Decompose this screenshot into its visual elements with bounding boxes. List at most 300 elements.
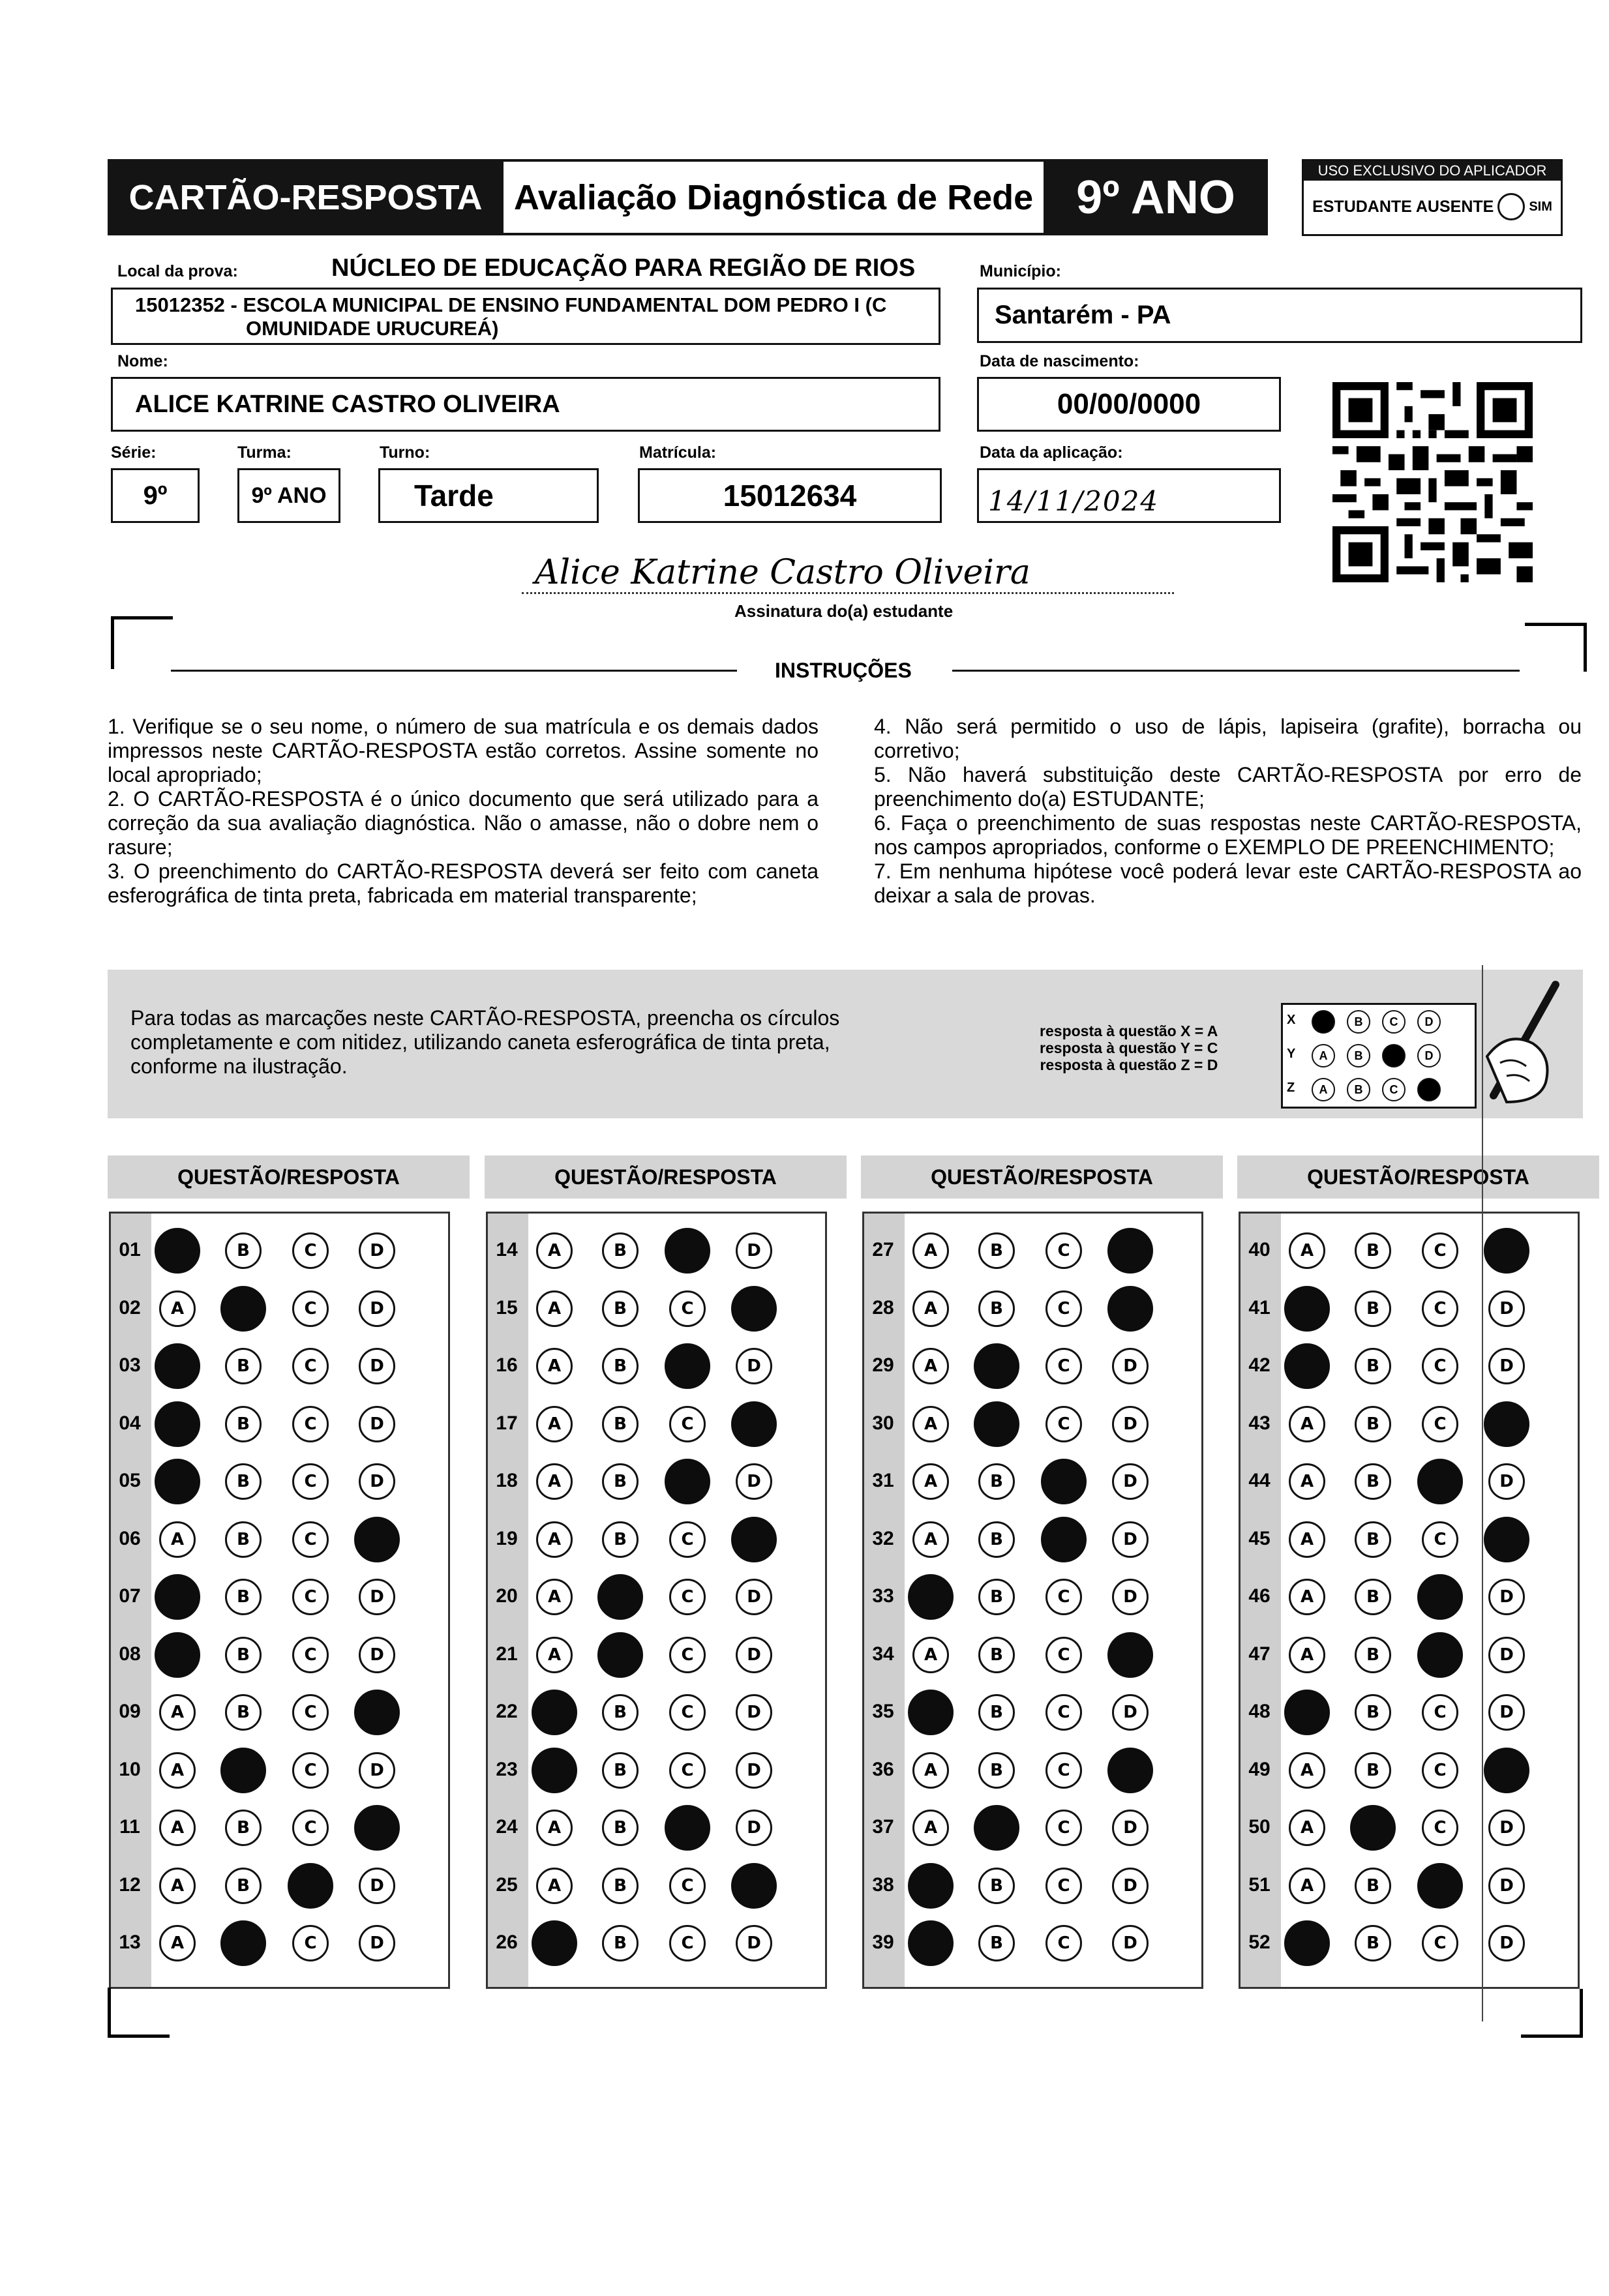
answer-bubble-q33-c[interactable]: C bbox=[1045, 1579, 1082, 1615]
answer-bubble-q08-b[interactable]: B bbox=[225, 1637, 262, 1673]
answer-bubble-q39-b[interactable]: B bbox=[978, 1925, 1015, 1961]
answer-bubble-q21-c[interactable]: C bbox=[669, 1637, 706, 1673]
answer-bubble-q29-d[interactable]: D bbox=[1112, 1348, 1149, 1384]
answer-bubble-q52-b[interactable]: B bbox=[1355, 1925, 1391, 1961]
answer-bubble-q26-d[interactable]: D bbox=[736, 1925, 772, 1961]
school-box bbox=[111, 288, 940, 345]
answer-bubble-q03-c[interactable]: C bbox=[292, 1348, 329, 1384]
turma-box bbox=[237, 468, 340, 523]
answer-bubble-q49-b[interactable]: B bbox=[1355, 1752, 1391, 1789]
question-number: 10 bbox=[119, 1758, 141, 1780]
answer-bubble-q05-b[interactable]: B bbox=[225, 1463, 262, 1500]
answer-bubble-q38-d[interactable]: D bbox=[1112, 1868, 1149, 1904]
answer-bubble-q14-b[interactable]: B bbox=[602, 1232, 639, 1269]
answer-bubble-q09-a[interactable]: A bbox=[159, 1694, 196, 1731]
answer-bubble-q22-a[interactable] bbox=[532, 1690, 577, 1735]
question-number: 01 bbox=[119, 1239, 141, 1260]
answer-bubble-q25-b[interactable]: B bbox=[602, 1868, 639, 1904]
answer-bubble-q28-a[interactable]: A bbox=[912, 1290, 949, 1327]
question-number: 13 bbox=[119, 1931, 141, 1953]
assessment-title bbox=[501, 159, 1046, 235]
answer-bubble-q27-a[interactable]: A bbox=[912, 1232, 949, 1269]
school-line-1: 15012352 - ESCOLA MUNICIPAL DE ENSINO FUNDAMENTAL DOM PEDRO I (C bbox=[135, 293, 887, 316]
answer-bubble-q11-b[interactable]: B bbox=[225, 1810, 262, 1846]
answer-bubble-q18-c[interactable] bbox=[665, 1459, 710, 1504]
answer-bubble-q44-c[interactable] bbox=[1417, 1459, 1463, 1504]
answer-column-header: QUESTÃO/RESPOSTA bbox=[1237, 1155, 1599, 1199]
answer-bubble-q48-b[interactable]: B bbox=[1355, 1694, 1391, 1731]
school-line-2: OMUNIDADE URUCUREÁ) bbox=[246, 317, 499, 340]
question-number: 26 bbox=[496, 1931, 518, 1953]
answer-bubble-q15-c[interactable]: C bbox=[669, 1290, 706, 1327]
answer-bubble-q37-a[interactable]: A bbox=[912, 1810, 949, 1846]
answer-bubble-q02-a[interactable]: A bbox=[159, 1290, 196, 1327]
answer-bubble-q50-b[interactable] bbox=[1350, 1805, 1396, 1851]
answer-bubble-q20-c[interactable]: C bbox=[669, 1579, 706, 1615]
answer-bubble-q23-b[interactable]: B bbox=[602, 1752, 639, 1789]
answer-bubble-q50-d[interactable]: D bbox=[1488, 1810, 1525, 1846]
answer-bubble-q27-c[interactable]: C bbox=[1045, 1232, 1082, 1269]
question-number: 48 bbox=[1248, 1701, 1271, 1722]
answer-bubble-q26-c[interactable]: C bbox=[669, 1925, 706, 1961]
turno-value: Tarde bbox=[414, 479, 494, 513]
answer-bubble-q33-d[interactable]: D bbox=[1112, 1579, 1149, 1615]
answer-bubble-q28-d[interactable] bbox=[1107, 1286, 1153, 1332]
answer-bubble-q23-d[interactable]: D bbox=[736, 1752, 772, 1789]
answer-bubble-q07-d[interactable]: D bbox=[359, 1579, 395, 1615]
answer-bubble-q47-b[interactable]: B bbox=[1355, 1637, 1391, 1673]
answer-bubble-q27-b[interactable]: B bbox=[978, 1232, 1015, 1269]
answer-bubble-q33-b[interactable]: B bbox=[978, 1579, 1015, 1615]
answer-bubble-q40-b[interactable]: B bbox=[1355, 1232, 1391, 1269]
instruction-6: 6. Faça o preenchimento de suas respostas neste CARTÃO-RESPOSTA, nos campos apropriados, conforme o EXEMPLO DE PREENCHIMENTO; bbox=[874, 811, 1582, 859]
answer-bubble-q12-a[interactable]: A bbox=[159, 1868, 196, 1904]
answer-bubble-q49-d[interactable] bbox=[1484, 1748, 1529, 1793]
answer-bubble-q50-a[interactable]: A bbox=[1289, 1810, 1325, 1846]
question-number: 02 bbox=[119, 1296, 141, 1319]
answer-bubble-q47-c[interactable] bbox=[1417, 1632, 1463, 1678]
answer-column-header: QUESTÃO/RESPOSTA bbox=[108, 1155, 470, 1199]
answer-bubble-q51-a[interactable]: A bbox=[1289, 1868, 1325, 1904]
answer-bubble-q48-d[interactable]: D bbox=[1488, 1694, 1525, 1731]
question-number: 21 bbox=[496, 1643, 518, 1665]
answer-bubble-q21-b[interactable] bbox=[597, 1632, 643, 1678]
applicator-label: USO EXCLUSIVO DO APLICADOR bbox=[1304, 161, 1561, 181]
corner-mark-top-right bbox=[1525, 623, 1587, 672]
answer-bubble-q08-c[interactable]: C bbox=[292, 1637, 329, 1673]
answer-bubble-q42-b[interactable]: B bbox=[1355, 1348, 1391, 1384]
question-number: 39 bbox=[872, 1931, 894, 1953]
answer-bubble-q08-a[interactable] bbox=[155, 1632, 200, 1678]
answer-bubble-q52-c[interactable]: C bbox=[1422, 1925, 1458, 1961]
example-bubble-z-a: A bbox=[1312, 1078, 1335, 1101]
answer-bubble-q32-b[interactable]: B bbox=[978, 1521, 1015, 1558]
answer-bubble-q41-b[interactable]: B bbox=[1355, 1290, 1391, 1327]
answer-bubble-q06-a[interactable]: A bbox=[159, 1521, 196, 1558]
answer-bubble-q10-b[interactable] bbox=[220, 1748, 266, 1793]
answer-bubble-q33-a[interactable] bbox=[908, 1574, 954, 1620]
answer-bubble-q03-a[interactable] bbox=[155, 1343, 200, 1389]
answer-bubble-q04-a[interactable] bbox=[155, 1401, 200, 1447]
answer-bubble-q07-a[interactable] bbox=[155, 1574, 200, 1620]
municipio-value: Santarém - PA bbox=[995, 301, 1171, 329]
absent-bubble[interactable] bbox=[1497, 193, 1525, 220]
answer-bubble-q10-a[interactable]: A bbox=[159, 1752, 196, 1789]
answer-bubble-q47-a[interactable]: A bbox=[1289, 1637, 1325, 1673]
answer-bubble-q06-c[interactable]: C bbox=[292, 1521, 329, 1558]
answer-bubble-q46-c[interactable] bbox=[1417, 1574, 1463, 1620]
answer-bubble-q14-a[interactable]: A bbox=[536, 1232, 573, 1269]
answer-bubble-q11-a[interactable]: A bbox=[159, 1810, 196, 1846]
qr-code bbox=[1331, 382, 1535, 582]
question-number: 49 bbox=[1248, 1758, 1271, 1780]
answer-bubble-q26-a[interactable] bbox=[532, 1920, 577, 1966]
answer-bubble-q45-c[interactable]: C bbox=[1422, 1521, 1458, 1558]
answer-bubble-q38-a[interactable] bbox=[908, 1863, 954, 1909]
answer-bubble-q22-d[interactable]: D bbox=[736, 1694, 772, 1731]
answer-bubble-q36-c[interactable]: C bbox=[1045, 1752, 1082, 1789]
question-number: 08 bbox=[119, 1643, 141, 1665]
example-row-label: X bbox=[1287, 1013, 1296, 1027]
example-bubble-x-b: B bbox=[1347, 1010, 1370, 1034]
legend-x: resposta à questão X = A bbox=[1040, 1022, 1218, 1039]
answer-bubble-q47-d[interactable]: D bbox=[1488, 1637, 1525, 1673]
municipio-label: Município: bbox=[980, 262, 1061, 280]
instruction-1: 1. Verifique se o seu nome, o número de sua matrícula e os demais dados impressos neste CARTÃO-RESPOSTA estão corretos. Assine somente no local apropriado; bbox=[108, 715, 819, 786]
answer-bubble-q30-b[interactable] bbox=[974, 1401, 1019, 1447]
answer-bubble-q05-d[interactable]: D bbox=[359, 1463, 395, 1500]
example-row-label: Z bbox=[1287, 1081, 1295, 1095]
question-number: 46 bbox=[1248, 1585, 1271, 1607]
answer-bubble-q21-d[interactable]: D bbox=[736, 1637, 772, 1673]
answer-bubble-q09-b[interactable]: B bbox=[225, 1694, 262, 1731]
answer-bubble-q38-c[interactable]: C bbox=[1045, 1868, 1082, 1904]
example-legend bbox=[1040, 1022, 1218, 1073]
question-number: 24 bbox=[496, 1816, 518, 1838]
answer-bubble-q14-c[interactable] bbox=[665, 1228, 710, 1274]
answer-bubble-q16-c[interactable] bbox=[665, 1343, 710, 1389]
answer-bubble-q03-d[interactable]: D bbox=[359, 1348, 395, 1384]
answer-bubble-q35-c[interactable]: C bbox=[1045, 1694, 1082, 1731]
example-bubble-z-b: B bbox=[1347, 1078, 1370, 1101]
question-number: 07 bbox=[119, 1585, 141, 1607]
answer-bubble-q40-c[interactable]: C bbox=[1422, 1232, 1458, 1269]
answer-bubble-q24-d[interactable]: D bbox=[736, 1810, 772, 1846]
answer-bubble-q18-d[interactable]: D bbox=[736, 1463, 772, 1500]
answer-bubble-q46-a[interactable]: A bbox=[1289, 1579, 1325, 1615]
answer-bubble-q16-d[interactable]: D bbox=[736, 1348, 772, 1384]
question-number: 23 bbox=[496, 1758, 518, 1780]
answer-bubble-q24-c[interactable] bbox=[665, 1805, 710, 1851]
answer-bubble-q07-b[interactable]: B bbox=[225, 1579, 262, 1615]
question-number: 38 bbox=[872, 1873, 894, 1896]
answer-bubble-q36-d[interactable] bbox=[1107, 1748, 1153, 1793]
answer-bubble-q10-c[interactable]: C bbox=[292, 1752, 329, 1789]
answer-bubble-q19-b[interactable]: B bbox=[602, 1521, 639, 1558]
nascimento-label: Data de nascimento: bbox=[980, 352, 1139, 370]
answer-bubble-q42-c[interactable]: C bbox=[1422, 1348, 1458, 1384]
answer-bubble-q22-c[interactable]: C bbox=[669, 1694, 706, 1731]
answer-bubble-q43-a[interactable]: A bbox=[1289, 1406, 1325, 1442]
absent-label: ESTUDANTE AUSENTE bbox=[1312, 197, 1494, 216]
answer-bubble-q23-a[interactable] bbox=[532, 1748, 577, 1793]
nome-box bbox=[111, 377, 940, 432]
answer-bubble-q22-b[interactable]: B bbox=[602, 1694, 639, 1731]
turno-label: Turno: bbox=[380, 443, 430, 462]
answer-bubble-q29-c[interactable]: C bbox=[1045, 1348, 1082, 1384]
answer-bubble-q40-d[interactable] bbox=[1484, 1228, 1529, 1274]
answer-bubble-q18-a[interactable]: A bbox=[536, 1463, 573, 1500]
answer-bubble-q49-a[interactable]: A bbox=[1289, 1752, 1325, 1789]
answer-bubble-q19-d[interactable] bbox=[731, 1517, 777, 1562]
answer-bubble-q10-d[interactable]: D bbox=[359, 1752, 395, 1789]
answer-bubble-q36-b[interactable]: B bbox=[978, 1752, 1015, 1789]
answer-bubble-q36-a[interactable]: A bbox=[912, 1752, 949, 1789]
question-number: 09 bbox=[119, 1701, 141, 1722]
answer-bubble-q35-a[interactable] bbox=[908, 1690, 954, 1735]
answer-bubble-q01-a[interactable] bbox=[155, 1228, 200, 1274]
answer-bubble-q30-d[interactable]: D bbox=[1112, 1406, 1149, 1442]
answer-bubble-q37-d[interactable]: D bbox=[1112, 1810, 1149, 1846]
answer-bubble-q02-b[interactable] bbox=[220, 1286, 266, 1332]
answer-bubble-q51-c[interactable] bbox=[1417, 1863, 1463, 1909]
answer-bubble-q38-b[interactable]: B bbox=[978, 1868, 1015, 1904]
answer-bubble-q26-b[interactable]: B bbox=[602, 1925, 639, 1961]
answer-bubble-q52-d[interactable]: D bbox=[1488, 1925, 1525, 1961]
answer-bubble-q45-d[interactable] bbox=[1484, 1517, 1529, 1562]
answer-bubble-q05-c[interactable]: C bbox=[292, 1463, 329, 1500]
answer-bubble-q45-a[interactable]: A bbox=[1289, 1521, 1325, 1558]
answer-bubble-q16-a[interactable]: A bbox=[536, 1348, 573, 1384]
matricula-label: Matrícula: bbox=[639, 443, 717, 462]
question-number: 27 bbox=[872, 1239, 894, 1260]
signature-line bbox=[522, 592, 1174, 594]
answer-bubble-q02-c[interactable]: C bbox=[292, 1290, 329, 1327]
answer-bubble-q37-c[interactable]: C bbox=[1045, 1810, 1082, 1846]
answer-bubble-q25-a[interactable]: A bbox=[536, 1868, 573, 1904]
answer-bubble-q16-b[interactable]: B bbox=[602, 1348, 639, 1384]
answer-bubble-q43-c[interactable]: C bbox=[1422, 1406, 1458, 1442]
answer-bubble-q43-d[interactable] bbox=[1484, 1401, 1529, 1447]
answer-bubble-q02-d[interactable]: D bbox=[359, 1290, 395, 1327]
answer-bubble-q35-b[interactable]: B bbox=[978, 1694, 1015, 1731]
answer-bubble-q13-a[interactable]: A bbox=[159, 1925, 196, 1961]
answer-bubble-q44-a[interactable]: A bbox=[1289, 1463, 1325, 1500]
answer-bubble-q41-c[interactable]: C bbox=[1422, 1290, 1458, 1327]
answer-bubble-q43-b[interactable]: B bbox=[1355, 1406, 1391, 1442]
answer-bubble-q31-d[interactable]: D bbox=[1112, 1463, 1149, 1500]
question-number: 28 bbox=[872, 1296, 894, 1319]
example-row-label: Y bbox=[1287, 1047, 1296, 1061]
signature-label: Assinatura do(a) estudante bbox=[734, 601, 954, 621]
answer-bubble-q44-d[interactable]: D bbox=[1488, 1463, 1525, 1500]
instructions-left bbox=[108, 715, 819, 908]
answer-bubble-q45-b[interactable]: B bbox=[1355, 1521, 1391, 1558]
answer-bubble-q39-a[interactable] bbox=[908, 1920, 954, 1966]
answer-bubble-q37-b[interactable] bbox=[974, 1805, 1019, 1851]
answer-bubble-q17-b[interactable]: B bbox=[602, 1406, 639, 1442]
answer-bubble-q48-c[interactable]: C bbox=[1422, 1694, 1458, 1731]
answer-bubble-q20-a[interactable]: A bbox=[536, 1579, 573, 1615]
answer-bubble-q13-c[interactable]: C bbox=[292, 1925, 329, 1961]
answer-bubble-q12-d[interactable]: D bbox=[359, 1868, 395, 1904]
answer-bubble-q39-d[interactable]: D bbox=[1112, 1925, 1149, 1961]
answer-bubble-q19-a[interactable]: A bbox=[536, 1521, 573, 1558]
answer-bubble-q35-d[interactable]: D bbox=[1112, 1694, 1149, 1731]
answer-bubble-q34-c[interactable]: C bbox=[1045, 1637, 1082, 1673]
answer-bubble-q15-b[interactable]: B bbox=[602, 1290, 639, 1327]
answer-bubble-q27-d[interactable] bbox=[1107, 1228, 1153, 1274]
answer-bubble-q08-d[interactable]: D bbox=[359, 1637, 395, 1673]
question-number: 05 bbox=[119, 1470, 141, 1491]
question-number: 50 bbox=[1248, 1816, 1271, 1838]
answer-bubble-q09-d[interactable] bbox=[354, 1690, 400, 1735]
question-number: 18 bbox=[496, 1470, 518, 1491]
question-number: 40 bbox=[1248, 1239, 1271, 1260]
answer-bubble-q05-a[interactable] bbox=[155, 1459, 200, 1504]
question-number: 41 bbox=[1248, 1296, 1271, 1319]
answer-bubble-q42-d[interactable]: D bbox=[1488, 1348, 1525, 1384]
corner-mark-bottom-left bbox=[108, 1988, 170, 2038]
answer-bubble-q34-d[interactable] bbox=[1107, 1632, 1153, 1678]
question-number: 29 bbox=[872, 1354, 894, 1376]
question-number: 12 bbox=[119, 1873, 141, 1896]
answer-bubble-q19-c[interactable]: C bbox=[669, 1521, 706, 1558]
instruction-2: 2. O CARTÃO-RESPOSTA é o único documento que será utilizado para a correção da sua avaliação diagnóstica. Não o amasse, não o dobre nem o rasure; bbox=[108, 787, 819, 859]
answer-bubble-q50-c[interactable]: C bbox=[1422, 1810, 1458, 1846]
answer-bubble-q32-d[interactable]: D bbox=[1112, 1521, 1149, 1558]
answer-bubble-q01-b[interactable]: B bbox=[225, 1232, 262, 1269]
answer-bubble-q17-c[interactable]: C bbox=[669, 1406, 706, 1442]
answer-bubble-q41-d[interactable]: D bbox=[1488, 1290, 1525, 1327]
answer-bubble-q51-d[interactable]: D bbox=[1488, 1868, 1525, 1904]
answer-bubble-q20-d[interactable]: D bbox=[736, 1579, 772, 1615]
answer-bubble-q18-b[interactable]: B bbox=[602, 1463, 639, 1500]
answer-bubble-q09-c[interactable]: C bbox=[292, 1694, 329, 1731]
answer-bubble-q51-b[interactable]: B bbox=[1355, 1868, 1391, 1904]
answer-bubble-q31-c[interactable] bbox=[1041, 1459, 1087, 1504]
legend-y: resposta à questão Y = C bbox=[1040, 1039, 1218, 1056]
answer-bubble-q34-a[interactable]: A bbox=[912, 1637, 949, 1673]
answer-bubble-q04-d[interactable]: D bbox=[359, 1406, 395, 1442]
answer-bubble-q31-b[interactable]: B bbox=[978, 1463, 1015, 1500]
instructions-title: INSTRUÇÕES bbox=[775, 659, 912, 682]
answer-bubble-q07-c[interactable]: C bbox=[292, 1579, 329, 1615]
answer-bubble-q32-a[interactable]: A bbox=[912, 1521, 949, 1558]
example-grid bbox=[1281, 1003, 1477, 1109]
answer-bubble-q24-a[interactable]: A bbox=[536, 1810, 573, 1846]
answer-bubble-q40-a[interactable]: A bbox=[1289, 1232, 1325, 1269]
answer-bubble-q49-c[interactable]: C bbox=[1422, 1752, 1458, 1789]
answer-bubble-q06-b[interactable]: B bbox=[225, 1521, 262, 1558]
answer-bubble-q12-b[interactable]: B bbox=[225, 1868, 262, 1904]
answer-bubble-q12-c[interactable] bbox=[288, 1863, 333, 1909]
question-number: 30 bbox=[872, 1412, 894, 1434]
answer-bubble-q17-a[interactable]: A bbox=[536, 1406, 573, 1442]
answer-bubble-q06-d[interactable] bbox=[354, 1517, 400, 1562]
turma-value: 9º ANO bbox=[251, 483, 327, 508]
example-bubble-y-b: B bbox=[1347, 1044, 1370, 1067]
answer-bubble-q15-d[interactable] bbox=[731, 1286, 777, 1332]
answer-bubble-q46-b[interactable]: B bbox=[1355, 1579, 1391, 1615]
answer-bubble-q46-d[interactable]: D bbox=[1488, 1579, 1525, 1615]
question-number: 51 bbox=[1248, 1873, 1271, 1896]
answer-bubble-q32-c[interactable] bbox=[1041, 1517, 1087, 1562]
assessment-title-text: Avaliação Diagnóstica de Rede bbox=[513, 177, 1034, 217]
question-number: 36 bbox=[872, 1758, 894, 1780]
local-label: Local da prova: bbox=[117, 262, 238, 280]
question-number: 45 bbox=[1248, 1527, 1271, 1549]
answer-bubble-q11-d[interactable] bbox=[354, 1805, 400, 1851]
answer-bubble-q41-a[interactable] bbox=[1284, 1286, 1330, 1332]
answer-column-header: QUESTÃO/RESPOSTA bbox=[485, 1155, 847, 1199]
answer-bubble-q24-b[interactable]: B bbox=[602, 1810, 639, 1846]
answer-bubble-q25-d[interactable] bbox=[731, 1863, 777, 1909]
answer-bubble-q34-b[interactable]: B bbox=[978, 1637, 1015, 1673]
answer-bubble-q14-d[interactable]: D bbox=[736, 1232, 772, 1269]
answer-bubble-q20-b[interactable] bbox=[597, 1574, 643, 1620]
answer-bubble-q01-c[interactable]: C bbox=[292, 1232, 329, 1269]
answer-bubble-q29-b[interactable] bbox=[974, 1343, 1019, 1389]
answer-bubble-q39-c[interactable]: C bbox=[1045, 1925, 1082, 1961]
answer-bubble-q28-c[interactable]: C bbox=[1045, 1290, 1082, 1327]
instruction-7: 7. Em nenhuma hipótese você poderá levar este CARTÃO-RESPOSTA ao deixar a sala de provas. bbox=[874, 859, 1582, 907]
question-number: 35 bbox=[872, 1701, 894, 1722]
answer-bubble-q48-a[interactable] bbox=[1284, 1690, 1330, 1735]
answer-bubble-q13-b[interactable] bbox=[220, 1920, 266, 1966]
answer-bubble-q13-d[interactable]: D bbox=[359, 1925, 395, 1961]
municipio-box bbox=[977, 288, 1582, 343]
question-number: 03 bbox=[119, 1354, 141, 1376]
example-bubble-z-c: C bbox=[1382, 1078, 1406, 1101]
answer-bubble-q04-b[interactable]: B bbox=[225, 1406, 262, 1442]
aplicacao-label: Data da aplicação: bbox=[980, 443, 1123, 462]
answer-bubble-q52-a[interactable] bbox=[1284, 1920, 1330, 1966]
serie-value: 9º bbox=[143, 481, 168, 510]
answer-bubble-q15-a[interactable]: A bbox=[536, 1290, 573, 1327]
answer-bubble-q23-c[interactable]: C bbox=[669, 1752, 706, 1789]
example-bubble-x-d: D bbox=[1417, 1010, 1441, 1034]
answer-bubble-q42-a[interactable] bbox=[1284, 1343, 1330, 1389]
answer-bubble-q44-b[interactable]: B bbox=[1355, 1463, 1391, 1500]
signature: Alice Katrine Castro Oliveira bbox=[535, 553, 1030, 592]
question-number: 15 bbox=[496, 1296, 518, 1319]
answer-bubble-q28-b[interactable]: B bbox=[978, 1290, 1015, 1327]
question-number: 16 bbox=[496, 1354, 518, 1376]
answer-bubble-q30-a[interactable]: A bbox=[912, 1406, 949, 1442]
answer-bubble-q31-a[interactable]: A bbox=[912, 1463, 949, 1500]
example-bubble-z-d bbox=[1417, 1078, 1441, 1101]
answer-bubble-q03-b[interactable]: B bbox=[225, 1348, 262, 1384]
question-number: 14 bbox=[496, 1239, 518, 1260]
question-number: 04 bbox=[119, 1412, 141, 1434]
pen-hand-icon bbox=[1448, 978, 1565, 1109]
instruction-5: 5. Não haverá substituição deste CARTÃO-RESPOSTA por erro de preenchimento do(a) ESTUDANTE; bbox=[874, 763, 1582, 811]
answer-bubble-q29-a[interactable]: A bbox=[912, 1348, 949, 1384]
card-title-text: CARTÃO-RESPOSTA bbox=[128, 177, 483, 217]
answer-bubble-q30-c[interactable]: C bbox=[1045, 1406, 1082, 1442]
answer-bubble-q04-c[interactable]: C bbox=[292, 1406, 329, 1442]
answer-bubble-q17-d[interactable] bbox=[731, 1401, 777, 1447]
matricula-box bbox=[638, 468, 942, 523]
answer-bubble-q25-c[interactable]: C bbox=[669, 1868, 706, 1904]
example-bubble-y-d: D bbox=[1417, 1044, 1441, 1067]
answer-bubble-q01-d[interactable]: D bbox=[359, 1232, 395, 1269]
corner-mark-bottom-right bbox=[1521, 1989, 1583, 2038]
corner-mark-top-left bbox=[111, 616, 173, 669]
answer-bubble-q21-a[interactable]: A bbox=[536, 1637, 573, 1673]
answer-bubble-q11-c[interactable]: C bbox=[292, 1810, 329, 1846]
